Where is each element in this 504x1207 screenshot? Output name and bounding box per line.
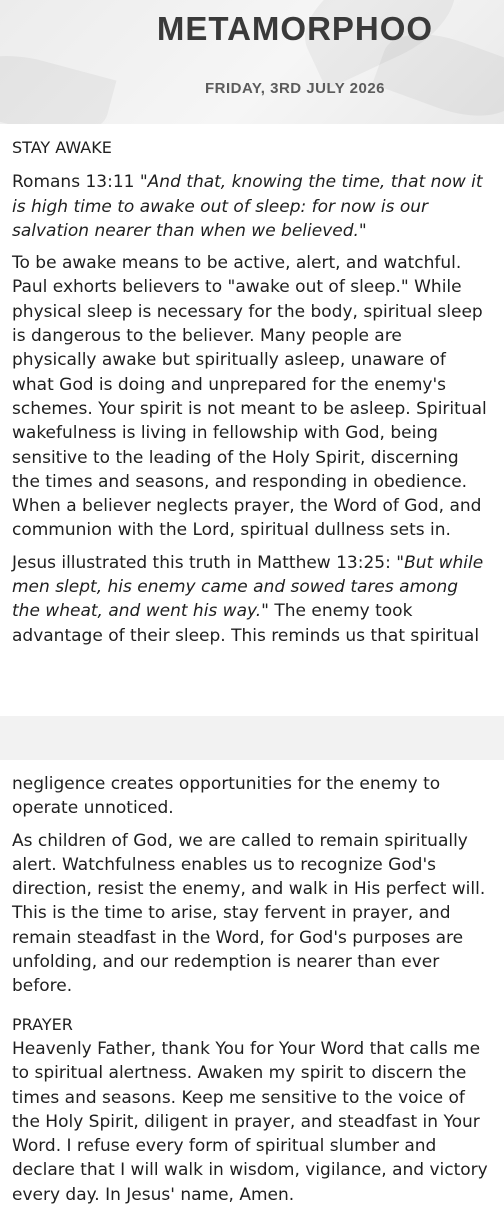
paragraph-line: alert. Watchfulness enables us to recognize God's: [12, 854, 437, 875]
body-paragraph: [12, 829, 492, 999]
paragraph-line: When a believer neglects prayer, the Word of God, and: [12, 496, 482, 517]
paragraph-line: operate unnoticed.: [12, 798, 174, 819]
paragraph-line: physically awake but spiritually asleep, unaware of: [12, 350, 446, 371]
paragraph-line: advantage of their sleep. This reminds us that spiritual: [12, 625, 480, 646]
paragraph-line: negligence creates opportunities for the enemy to: [12, 774, 441, 794]
devotion-title: STAY AWAKE: [12, 138, 112, 157]
prayer-line: declare that I will walk in wisdom, vigilance, and victory: [12, 1160, 488, 1181]
publication-title: METAMORPHOO: [156, 10, 434, 47]
quoted-scripture: "But while: [396, 552, 484, 573]
page-two: [0, 760, 504, 1205]
paragraph-line: before.: [12, 976, 73, 997]
paragraph-line: This is the time to arise, stay fervent in prayer, and: [12, 903, 451, 924]
paragraph-line: direction, resist the enemy, and walk in His perfect will.: [12, 879, 486, 900]
prayer-heading: PRAYER: [12, 1014, 73, 1034]
paragraph-line: schemes. Your spirit is not meant to be asleep. Spiritual: [12, 398, 487, 419]
quoted-scripture: men slept, his enemy came and sowed tares among: [12, 577, 459, 598]
paragraph-line: As children of God, we are called to remain spiritually: [12, 830, 468, 851]
page-separator: [0, 716, 504, 760]
prayer-line: Word. I refuse every form of spiritual slumber and: [12, 1136, 437, 1157]
scripture-text: salvation nearer than when we believed.": [12, 220, 367, 241]
scripture-text: "And that, knowing the time, that now it: [139, 172, 483, 193]
prayer-line: to spiritual alertness. Awaken my spirit to discern the: [12, 1063, 467, 1084]
paragraph-line: Paul exhorts believers to "awake out of sleep." While: [12, 277, 462, 298]
paragraph-line: the times and seasons, and responding in obedience.: [12, 471, 468, 492]
prayer-line: Heavenly Father, thank You for Your Word that calls me: [12, 1038, 481, 1059]
body-paragraph: [12, 551, 492, 648]
prayer-section: [12, 1013, 492, 1207]
paragraph-line: wakefulness is living in fellowship with God, being: [12, 423, 438, 444]
publication-date: FRIDAY, 3RD JULY 2026: [204, 80, 386, 97]
paragraph-line: communion with the Lord, spiritual dullness sets in.: [12, 520, 451, 541]
scripture-text: is high time to awake out of sleep: for now is our: [12, 196, 429, 217]
paragraph-line: unfolding, and our redemption is nearer than ever: [12, 952, 440, 973]
paragraph-line: physical sleep is necessary for the body, spiritual sleep: [12, 301, 483, 322]
paragraph-line: is dangerous to the believer. Many people are: [12, 326, 402, 347]
scripture-passage: [12, 170, 492, 243]
body-paragraph: [12, 251, 492, 543]
paragraph-line: To be awake means to be active, alert, and watchful.: [12, 253, 462, 274]
scripture-reference: Romans 13:11: [12, 172, 135, 193]
quoted-scripture: the wheat, and went his way.": [12, 601, 269, 622]
prayer-line: times and seasons. Keep me sensitive to the voice of: [12, 1087, 465, 1108]
page-one: [0, 124, 504, 716]
body-paragraph: [12, 772, 492, 821]
paragraph-line: remain steadfast in the Word, for God's purposes are: [12, 927, 464, 948]
paragraph-line: sensitive to the leading of the Holy Spirit, discerning: [12, 447, 459, 468]
prayer-line: the Holy Spirit, diligent in prayer, and steadfast in Your: [12, 1111, 480, 1132]
header-banner: [0, 0, 504, 124]
prayer-line: every day. In Jesus' name, Amen.: [12, 1184, 295, 1205]
paragraph-line: what God is doing and unprepared for the enemy's: [12, 374, 447, 395]
paragraph-line: The enemy took: [268, 601, 413, 622]
paragraph-line: Jesus illustrated this truth in Matthew 13:25:: [12, 552, 397, 573]
